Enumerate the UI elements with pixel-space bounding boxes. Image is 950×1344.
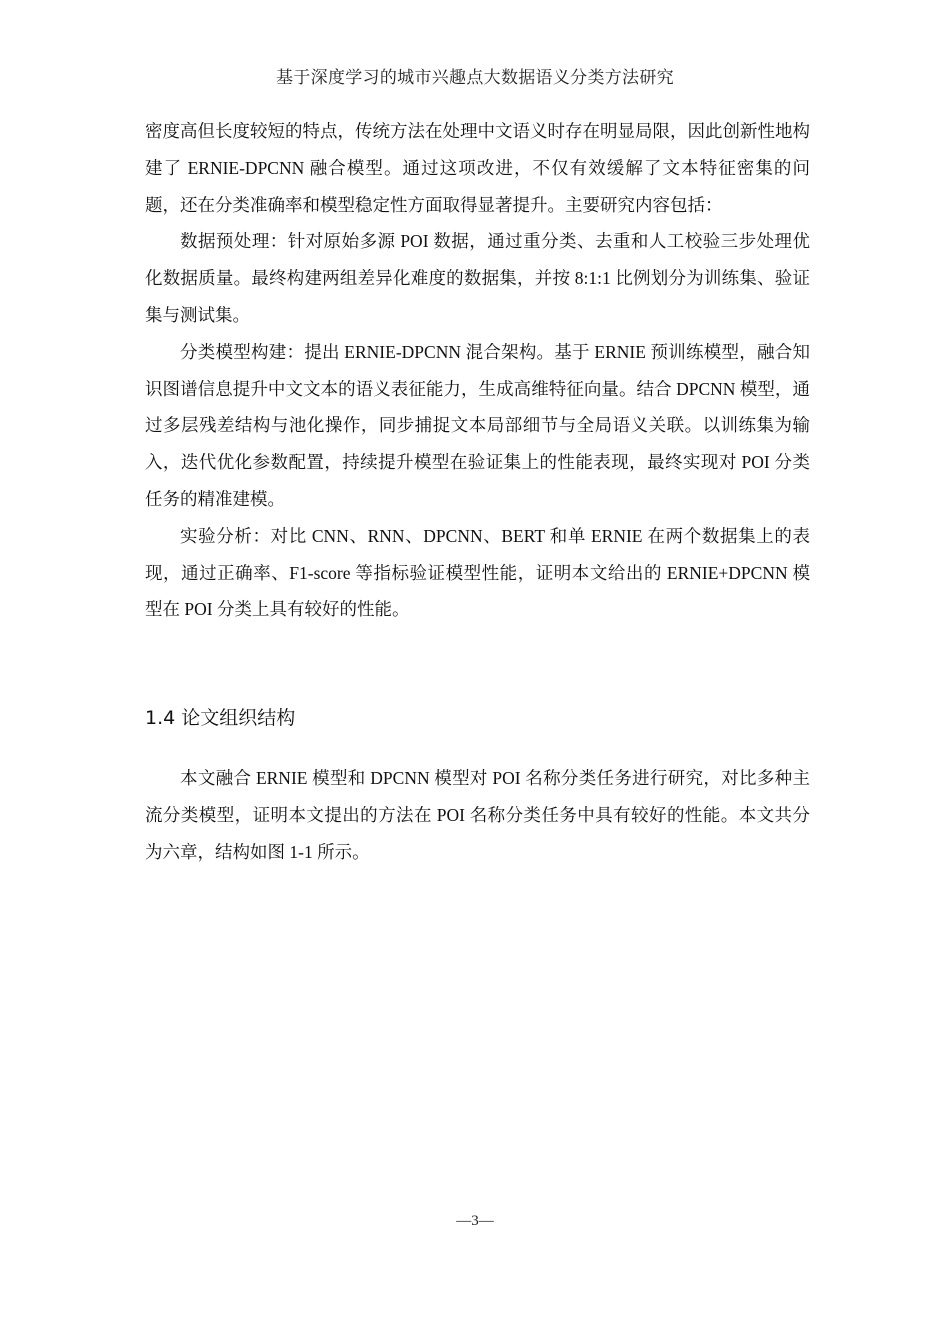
section-body bbox=[145, 760, 810, 870]
page-number: —3— bbox=[456, 1213, 494, 1229]
body-text bbox=[145, 113, 810, 628]
paragraph-data-preprocessing: 数据预处理：针对原始多源 POI 数据，通过重分类、去重和人工校验三步处理优化数据质量。最终构建两组差异化难度的数据集，并按 8:1:1 比例划分为训练集、验证集与测试集。 bbox=[145, 231, 810, 325]
paragraph-experiment-analysis: 实验分析：对比 CNN、RNN、DPCNN、BERT 和单 ERNIE 在两个数据集上的表现，通过正确率、F1-score 等指标验证模型性能，证明本文给出的 ERNIE+DPCNN 模型在 POI 分类上具有较好的性能。 bbox=[145, 525, 810, 620]
paragraph-continuation: 密度高但长度较短的特点，传统方法在处理中文语义时存在明显局限，因此创新性地构建了 ERNIE-DPCNN 融合模型。通过这项改进，不仅有效缓解了文本特征密集的问题，还在分类准确率和模型稳定性方面取得显著提升。主要研究内容包括： bbox=[145, 121, 810, 215]
section-heading: 1.4 论文组织结构 bbox=[145, 707, 296, 729]
running-header: 基于深度学习的城市兴趣点大数据语义分类方法研究 bbox=[276, 68, 674, 87]
paragraph-model-construction: 分类模型构建：提出 ERNIE-DPCNN 混合架构。基于 ERNIE 预训练模型，融合知识图谱信息提升中文文本的语义表征能力，生成高维特征向量。结合 DPCNN 模型，通过多层残差结构与池化操作，同步捕捉文本局部细节与全局语义关联。以训练集为输入，迭代优化参数配置，持续提升模型在验证集上的性能表现，最终实现对 POI 分类任务的精准建模。 bbox=[145, 341, 810, 509]
paragraph-organization: 本文融合 ERNIE 模型和 DPCNN 模型对 POI 名称分类任务进行研究，对比多种主流分类模型，证明本文提出的方法在 POI 名称分类任务中具有较好的性能。本文共分为六章，结构如图 1-1 所示。 bbox=[145, 768, 810, 862]
